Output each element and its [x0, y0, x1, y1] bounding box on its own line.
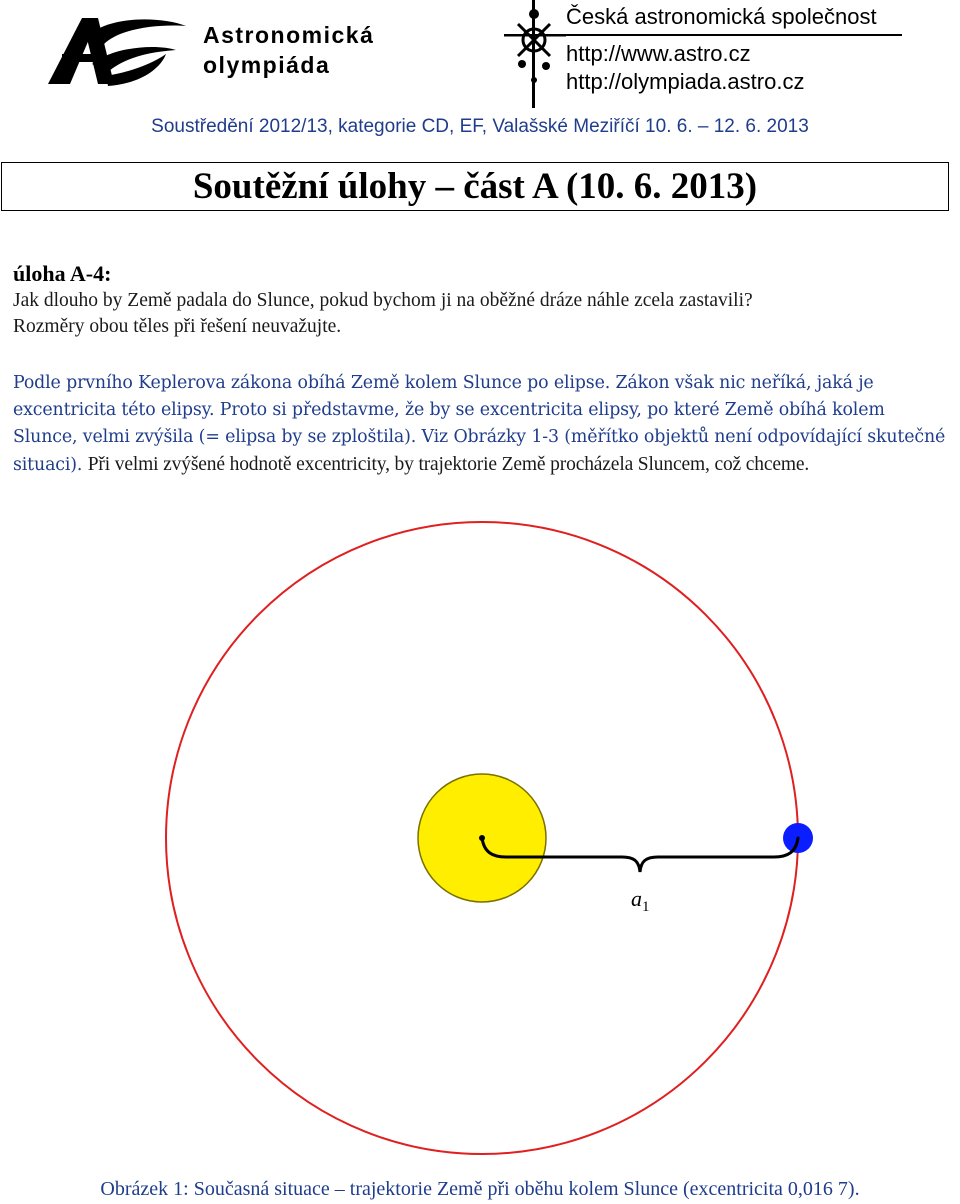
- olympiad-name: [203, 20, 374, 80]
- question-line1: Jak dlouho by Země padala do Slunce, pokud bychom ji na oběžné dráze náhle zcela zastavili?: [13, 290, 753, 311]
- label-subscript: 1: [642, 899, 650, 915]
- society-name: Česká astronomická společnost: [566, 4, 877, 29]
- event-subtitle: Soustředění 2012/13, kategorie CD, EF, Valašské Meziříčí 10. 6. – 12. 6. 2013: [151, 116, 809, 137]
- olympiad-url[interactable]: http://olympiada.astro.cz: [566, 69, 805, 94]
- task-heading: úloha A-4:: [13, 261, 112, 286]
- semi-major-axis-label: [631, 886, 650, 915]
- website-url[interactable]: http://www.astro.cz: [566, 41, 751, 66]
- solution-part1: Podle prvního Keplerova zákona obíhá Země kolem Slunce po elipse. Zákon však nic neříká, jaká je excentricita této elipsy. Proto si představme, že by se excentricita elipsy, po které Země obíhá kolem Slunce, velmi zvýšila (= elipsa by se zploštila). Viz Obrázky 1-3 (měřítko objektů není odpovídající skutečné situaci).: [13, 373, 946, 475]
- solution-part2: Při velmi zvýšené hodnotě excentricity, by trajektorie Země procházela Sluncem, což chceme.: [87, 454, 810, 475]
- question-line2: Rozměry obou těles při řešení neuvažujte.: [13, 316, 342, 337]
- society-block: [566, 2, 877, 96]
- orbit-figure: [0, 520, 960, 1160]
- label-main: a: [631, 886, 642, 911]
- figure-caption: Obrázek 1: Současná situace – trajektorie Země při oběhu kolem Slunce (excentricita 0,016 7).: [100, 1178, 860, 1200]
- astronomical-olympiad-logo-icon: [48, 14, 188, 88]
- astronomical-society-logo-icon: [504, 0, 566, 108]
- page-header: [0, 0, 960, 150]
- olympiad-name-line1: Astronomická: [203, 22, 375, 48]
- solution-paragraph: [13, 370, 951, 479]
- page-title: Soutěžní úlohy – část A (10. 6. 2013): [1, 162, 949, 211]
- olympiad-name-line2: olympiáda: [203, 52, 331, 78]
- task-question: [13, 288, 948, 340]
